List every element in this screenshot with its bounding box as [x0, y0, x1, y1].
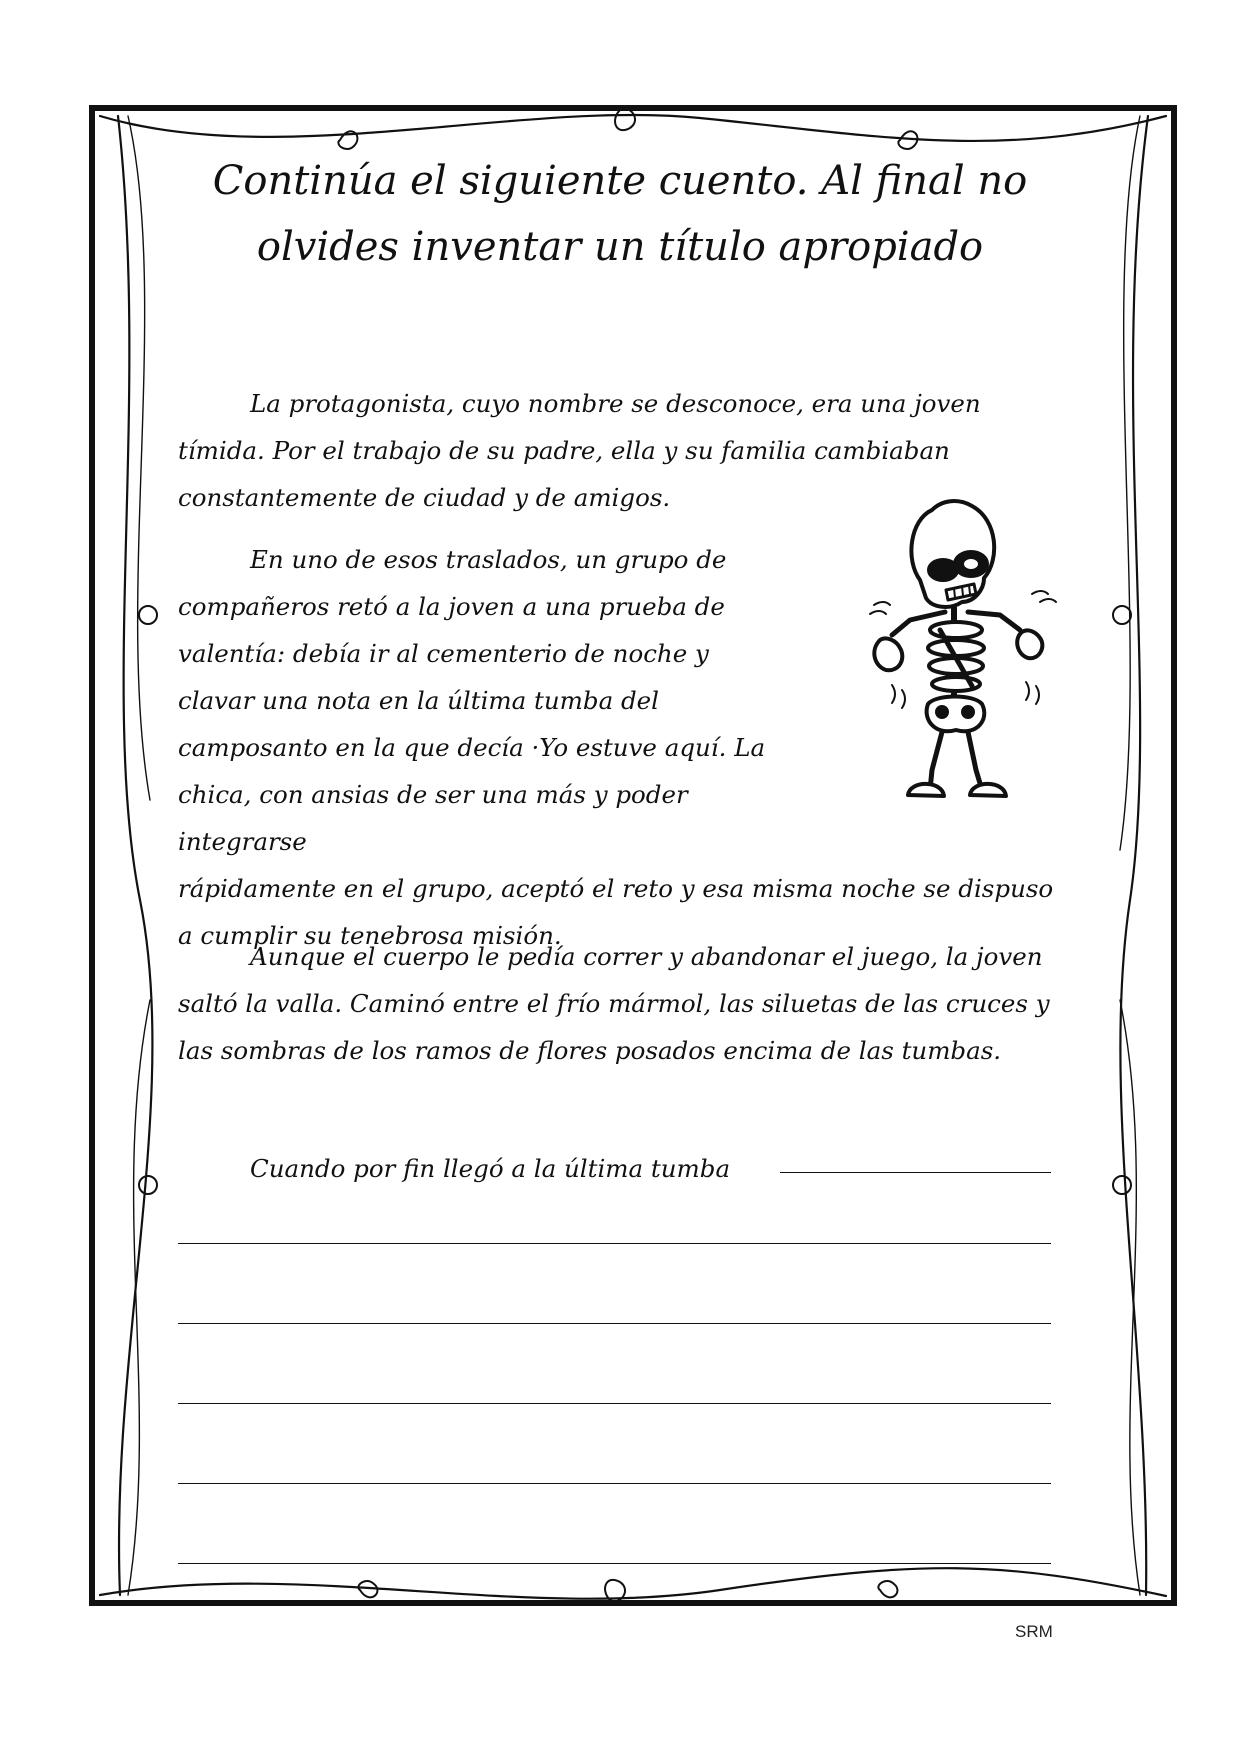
skeleton-illustration: [850, 490, 1090, 810]
paragraph-text: Aunque el cuerpo le pedía correr y abandonar el juego, la joven saltó la valla. Caminó entre el frío mármol, las siluetas de las cruces y las sombras de los ramos de flores posados encima de las tumbas.: [178, 942, 1050, 1065]
answer-line[interactable]: [178, 1323, 1051, 1324]
answer-line-first[interactable]: [780, 1172, 1051, 1173]
author-initials: SRM: [1015, 1622, 1053, 1641]
answer-line[interactable]: [178, 1563, 1051, 1564]
paragraph-text: En uno de esos traslados, un grupo de compañeros retó a la joven a una prueba de valentía: debía ir al cementerio de noche y clavar una nota en la última tumba del camposanto en la que decía ·Yo estuve aquí. La chica, con ansias de ser una más y poder integrarse: [178, 545, 766, 856]
paragraph-text: Cuando por fin llegó a la última tumba: [250, 1154, 731, 1183]
answer-line[interactable]: [178, 1243, 1051, 1244]
worksheet-title: Continúa el siguiente cuento. Al final no olvides inventar un título apropiado: [212, 158, 1028, 270]
story-paragraph-3: [178, 933, 1058, 1074]
answer-line[interactable]: [178, 1483, 1051, 1484]
paragraph-text: La protagonista, cuyo nombre se desconoce, era una joven tímida. Por el trabajo de su padre, ella y su familia cambiaban constantemente de ciudad y de amigos.: [178, 389, 981, 512]
answer-line[interactable]: [178, 1403, 1051, 1404]
paragraph-text-continued: rápidamente en el grupo, aceptó el reto y esa misma noche se dispuso a cumplir su tenebrosa misión.: [178, 874, 1054, 950]
story-paragraph-4: [178, 1145, 1058, 1192]
